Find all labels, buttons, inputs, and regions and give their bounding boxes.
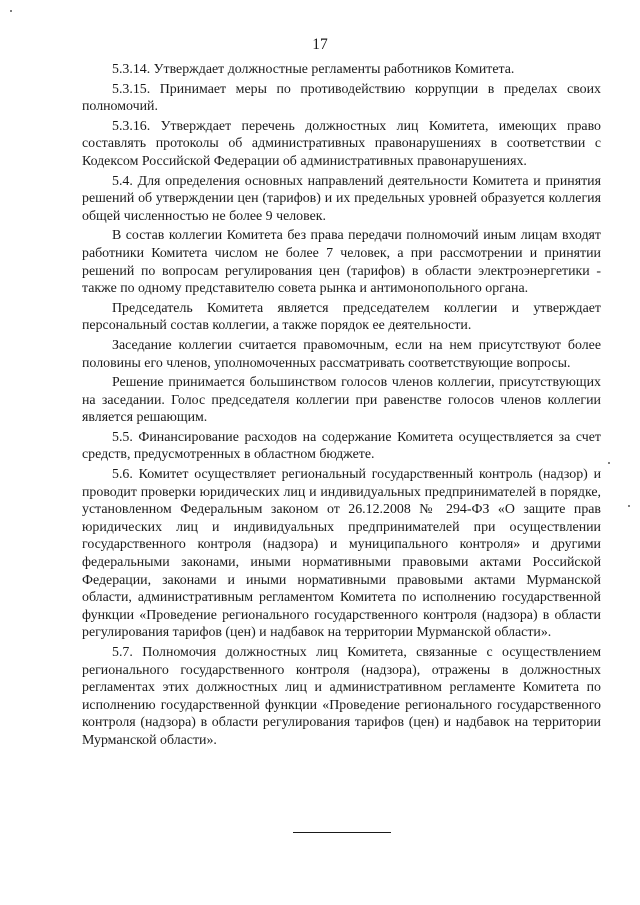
paragraph-5-3-14: 5.3.14. Утверждает должностные регламенты работников Комитета.	[112, 62, 515, 77]
scan-speck	[608, 462, 610, 464]
page-number: 17	[312, 36, 328, 53]
paragraph-5-4: 5.4. Для определения основных направлений деятельности Комитета и принятия решений об утверждении цен (тарифов) и их предельных уровней образуется коллегия общей численностью не более 9 человек.	[82, 173, 601, 224]
paragraph-collegium-decision: Решение принимается большинством голосов членов коллегии, присутствующих на заседании. Голос председателя коллегии при равенстве голосов членов коллегии является решающим.	[82, 375, 601, 426]
paragraph-collegium-quorum: Заседание коллегии считается правомочным, если на нем присутствуют более половины его членов, уполномоченных рассматривать соответствующие вопросы.	[82, 337, 601, 371]
paragraph-collegium-chair: Председатель Комитета является председателем коллегии и утверждает персональный состав коллегии, а также порядок ее деятельности.	[82, 300, 601, 334]
paragraph-collegium-composition: В состав коллегии Комитета без права передачи полномочий иным лицам входят работники Комитета числом не более 7 человек, а при рассмотрении и принятии решений по вопросам регулирования цен (тарифов) в области электроэнергетики - также по одному представителю совета рынка и антимонопольного органа.	[82, 228, 601, 297]
paragraph-5-3-16: 5.3.16. Утверждает перечень должностных лиц Комитета, имеющих право составлять протоколы об административных правонарушениях в соответствии с Кодексом Российской Федерации об административных правонарушениях.	[82, 118, 601, 169]
paragraph-5-6: 5.6. Комитет осуществляет региональный государственный контроль (надзор) и проводит проверки юридических лиц и индивидуальных предпринимателей в порядке, установленном Федеральным законом от 26.12.2008 № 294-ФЗ «О защите прав юридических лиц и индивидуальных предпринимателей при осуществлении государственного контроля (надзора) и муниципального контроля» и другими федеральными законами, иными нормативными правовыми актами Российской Федерации, законами и иными нормативными правовыми актами Мурманской области, административным регламентом Комитета по исполнению государственной функции «Проведение регионального государственного контроля (надзора) в области регулирования тарифов (цен) и надбавок на территории Мурманской области».	[82, 467, 601, 641]
scan-speck	[10, 10, 12, 12]
paragraph-5-3-15: 5.3.15. Принимает меры по противодействию коррупции в пределах своих полномочий.	[82, 81, 601, 115]
document-body	[82, 61, 601, 752]
paragraph-5-7: 5.7. Полномочия должностных лиц Комитета, связанные с осуществлением регионального государственного контроля (надзора), отражены в должностных регламентах этих должностных лиц и административном регламенте Комитета по исполнению государственной функции «Проведение регионального государственного контроля (надзора) в области регулирования тарифов (цен) и надбавок на территории Мурманской области».	[82, 645, 601, 748]
paragraph-5-5: 5.5. Финансирование расходов на содержание Комитета осуществляется за счет средств, предусмотренных в областном бюджете.	[82, 429, 601, 463]
scan-speck	[628, 505, 630, 507]
end-separator-line	[293, 832, 391, 833]
